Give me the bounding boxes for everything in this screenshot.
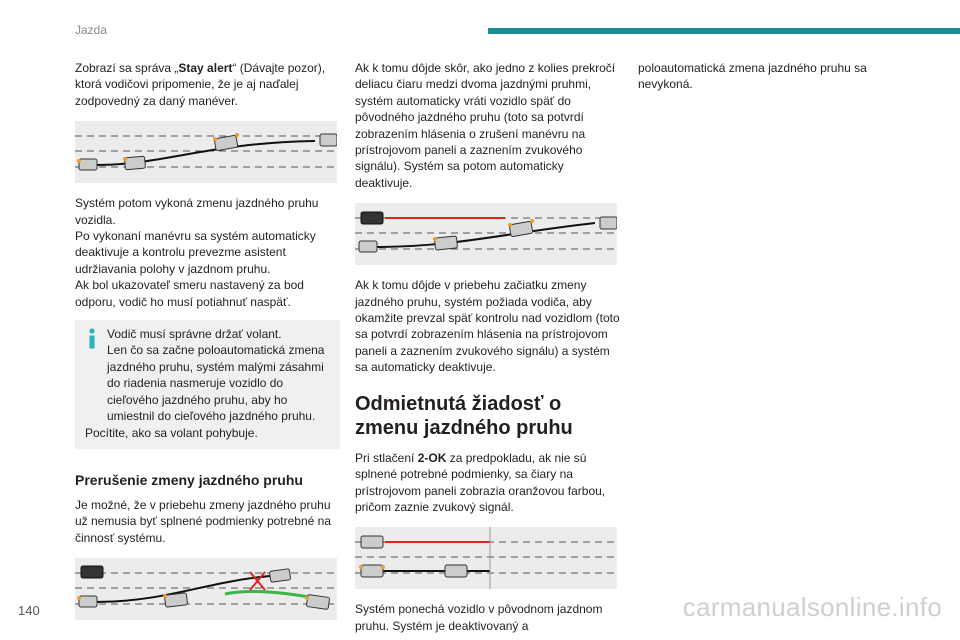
watermark: carmanualsonline.info bbox=[682, 592, 942, 622]
column-3 bbox=[638, 60, 903, 93]
info-line-2: Len čo sa začne poloautomatická zmena jazdného pruhu, systém malými zásahmi do riadenia nasmeruje vozidlo do cieľového jazdného pruhu, aby ho umiestnil do cieľového jazdného pruhu. bbox=[107, 343, 325, 424]
paragraph-keeps-lane: Systém ponechá vozidlo v pôvodnom jazdnom pruhu. Systém je deaktivovaný a bbox=[355, 602, 603, 633]
heading-refused-request: Odmietnutá žiadosť o zmenu jazdného pruhu bbox=[355, 392, 573, 439]
info-line-1: Vodič musí správne držať volant. bbox=[107, 327, 282, 342]
header-accent-bar bbox=[488, 28, 960, 34]
paragraph-return-lane: Ak k tomu dôjde skôr, ako jedno z kolies prekročí deliacu čiaru medzi dvoma jazdnými pruhmi, systém automaticky vráti vozidlo späť do pôvodného jazdného pruhu (toto sa potvrdí zobrazením hlásenia o zrušení manévru na prístrojovom paneli a zaznením zvukového signálu). Systém sa potom automaticky deaktivuje. bbox=[355, 61, 616, 190]
figure-refused-change bbox=[355, 527, 617, 589]
column-2 bbox=[355, 60, 620, 634]
heading-interruption: Prerušenie zmeny jazdného pruhu bbox=[75, 471, 303, 488]
info-box bbox=[75, 320, 340, 449]
paragraph-indicator: Ak bol ukazovateľ smeru nastavený za bod odporu, vodič ho musí potiahnuť naspäť. bbox=[75, 278, 304, 309]
figure-return-lane bbox=[355, 203, 617, 265]
header-title: Jazda bbox=[75, 23, 108, 37]
figure-interrupted-change bbox=[75, 558, 337, 620]
paragraph-start-change: Ak k tomu dôjde v priebehu začiatku zmeny jazdného pruhu, systém požiada vodiča, aby okamžite prevzal späť kontrolu nad vozidlom (toto sa potvrdí zobrazením hlásenia na prístrojovom paneli a zaznením zvukového signálu) a systém sa automaticky deaktivuje. bbox=[355, 278, 620, 375]
paragraph-stay-alert: Zobrazí sa správa „Stay alert“ (Dávajte pozor), ktorá vodičovi pripomenie, že je aj naďalej zodpovedný za daný manéver. bbox=[75, 61, 326, 108]
paragraph-interruption: Je možné, že v priebehu zmeny jazdného pruhu už nemusia byť splnené podmienky potrebné na činnosť systému. bbox=[75, 497, 331, 545]
paragraph-system-performs: Systém potom vykoná zmenu jazdného pruhu vozidla. bbox=[75, 196, 319, 227]
column-1 bbox=[75, 60, 340, 632]
info-icon bbox=[85, 328, 99, 350]
paragraph-not-performed: poloautomatická zmena jazdného pruhu sa nevykoná. bbox=[638, 61, 867, 92]
figure-lane-change bbox=[75, 121, 337, 183]
paragraph-refused-press: Pri stlačení 2-OK za predpokladu, ak nie sú splnené potrebné podmienky, sa čiary na prístrojovom paneli zobrazia oranžovou farbou, pričom zaznie zvukový signál. bbox=[355, 450, 606, 514]
paragraph-after-maneuver: Po vykonaní manévru sa systém automaticky deaktivuje a kontrolu prevezme asistent udržiavania polohy v jazdnom pruhu. bbox=[75, 229, 316, 276]
page-number: 140 bbox=[18, 603, 40, 618]
info-line-3: Pocítite, ako sa volant pohybuje. bbox=[85, 425, 258, 440]
